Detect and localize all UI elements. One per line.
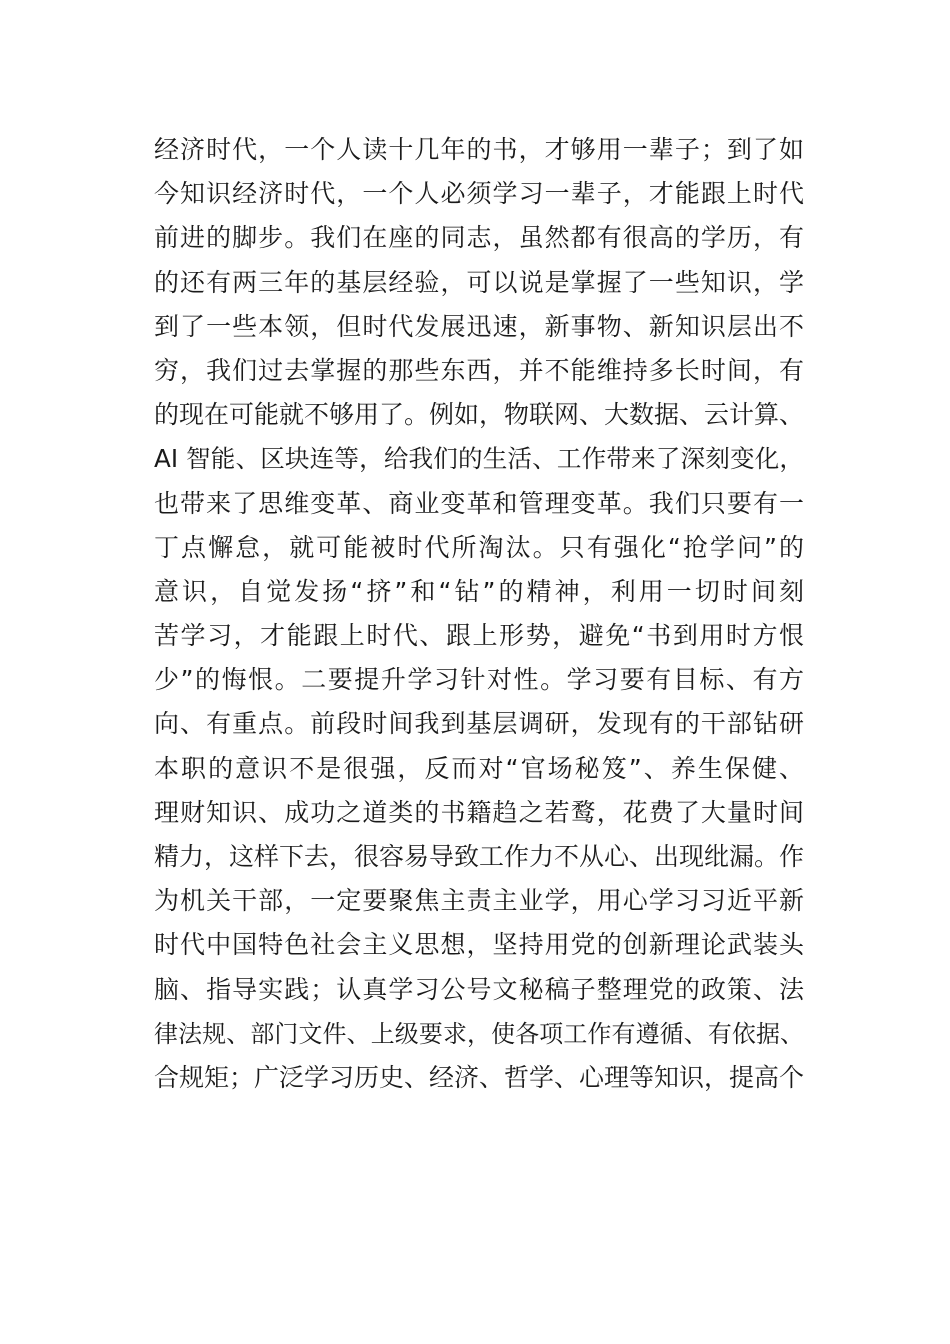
text-line: 今知识经济时代，一个人必须学习一辈子，才能跟上时代 xyxy=(154,179,804,209)
text-line: 少”的悔恨。二要提升学习针对性。学习要有目标、有方 xyxy=(154,665,804,695)
text-line: 穷，我们过去掌握的那些东西，并不能维持多长时间，有 xyxy=(154,355,804,385)
text-line: AI 智能、区块连等，给我们的生活、工作带来了深刻变化， xyxy=(154,444,804,474)
text-line: 脑、指导实践；认真学习公号文秘稿子整理党的政策、法 xyxy=(154,974,804,1004)
text-line: 的还有两三年的基层经验，可以说是掌握了一些知识，学 xyxy=(154,267,804,297)
text-line: 律法规、部门文件、上级要求，使各项工作有遵循、有依据、 xyxy=(154,1019,804,1048)
text-line: 的现在可能就不够用了。例如，物联网、大数据、云计算、 xyxy=(154,400,805,430)
text-line: 时代中国特色社会主义思想，坚持用党的创新理论武装头 xyxy=(154,930,804,960)
text-line: 为机关干部，一定要聚焦主责主业学，用心学习习近平新 xyxy=(154,886,804,916)
body-paragraph xyxy=(154,128,804,1100)
text-line: 经济时代，一个人读十几年的书，才够用一辈子；到了如 xyxy=(154,135,804,164)
text-line: 意识，自觉发扬“挤”和“钻”的精神，利用一切时间刻 xyxy=(154,576,804,606)
text-line: 前进的脚步。我们在座的同志，虽然都有很高的学历，有 xyxy=(154,223,804,253)
text-line: 理财知识、成功之道类的书籍趋之若鹜，花费了大量时间 xyxy=(154,797,804,827)
text-line: 精力，这样下去，很容易导致工作力不从心、出现纰漏。作 xyxy=(154,842,805,871)
text-line: 本职的意识不是很强，反而对“官场秘笈”、养生保健、 xyxy=(154,753,804,783)
text-line: 也带来了思维变革、商业变革和管理变革。我们只要有一 xyxy=(154,488,804,518)
text-line: 丁点懈怠，就可能被时代所淘汰。只有强化“抢学问”的 xyxy=(154,532,804,562)
text-line: 苦学习，才能跟上时代、跟上形势，避免“书到用时方恨 xyxy=(154,621,804,651)
text-line: 到了一些本领，但时代发展迅速，新事物、新知识层出不 xyxy=(154,311,804,341)
text-line: 合规矩；广泛学习历史、经济、哲学、心理等知识，提高个 xyxy=(154,1062,805,1092)
text-line: 向、有重点。前段时间我到基层调研，发现有的干部钻研 xyxy=(154,709,804,739)
